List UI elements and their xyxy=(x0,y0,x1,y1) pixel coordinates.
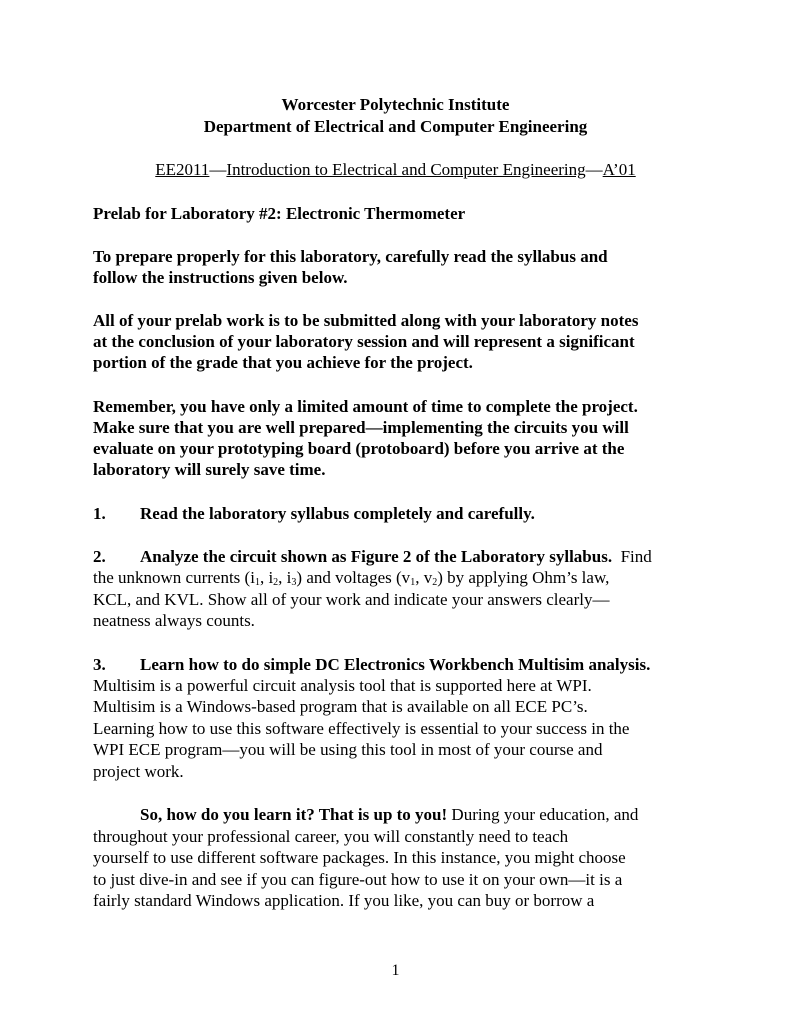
item-2 xyxy=(93,546,652,568)
closing-line: throughout your professional career, you will constantly need to teach xyxy=(93,827,569,846)
item-2-line: neatness always counts. xyxy=(93,611,255,630)
item-number: 1. xyxy=(93,504,106,523)
item-heading: Analyze the circuit shown as Figure 2 of the Laboratory syllabus. xyxy=(140,547,613,566)
subscript: 3 xyxy=(291,577,297,588)
text-run: , v xyxy=(415,568,433,587)
item-3-line: WPI ECE program—you will be using this tool in most of your course and xyxy=(93,740,603,759)
item-3 xyxy=(93,654,650,676)
item-3-line: Learning how to use this software effectively is essential to your success in the xyxy=(93,719,630,738)
course-code: EE2011 xyxy=(155,160,210,179)
item-3-line: Multisim is a Windows-based program that is available on all ECE PC’s. xyxy=(93,697,588,716)
item-3-line: Multisim is a powerful circuit analysis tool that is supported here at WPI. xyxy=(93,676,592,695)
intro-p2-line: at the conclusion of your laboratory session and will represent a significant xyxy=(93,332,635,351)
intro-p2-line: All of your prelab work is to be submitted along with your laboratory notes xyxy=(93,311,639,330)
item-number: 2. xyxy=(93,547,106,566)
closing-line: yourself to use different software packages. In this instance, you might choose xyxy=(93,848,626,867)
course-term: A’01 xyxy=(602,160,636,179)
closing-paragraph xyxy=(93,804,638,826)
intro-p3-line: Remember, you have only a limited amount of time to complete the project. xyxy=(93,397,638,416)
closing-heading: So, how do you learn it? That is up to you! xyxy=(140,805,448,824)
subscript: 1 xyxy=(254,577,260,588)
prelab-title: Prelab for Laboratory #2: Electronic Thermometer xyxy=(93,204,466,223)
item-3-line: project work. xyxy=(93,762,184,781)
intro-p3-line: laboratory will surely save time. xyxy=(93,460,326,479)
item-heading: Learn how to do simple DC Electronics Workbench Multisim analysis. xyxy=(140,655,651,674)
intro-p3-line: Make sure that you are well prepared—implementing the circuits you will xyxy=(93,418,629,437)
text-run: , i xyxy=(259,568,274,587)
item-2-line xyxy=(93,567,609,589)
text-run: , i xyxy=(278,568,292,587)
course-line xyxy=(0,159,791,181)
page-number: 1 xyxy=(391,962,400,979)
subscript: 1 xyxy=(410,577,416,588)
dash: — xyxy=(585,160,603,179)
course-title: Introduction to Electrical and Computer Engineering xyxy=(226,160,586,179)
text-run: ) by applying Ohm’s law, xyxy=(437,568,610,587)
subscript: 2 xyxy=(432,577,438,588)
subscript: 2 xyxy=(273,577,279,588)
text-run: ) and voltages (v xyxy=(296,568,411,587)
item-1 xyxy=(93,503,535,525)
intro-p1-line: To prepare properly for this laboratory, carefully read the syllabus and xyxy=(93,247,608,266)
item-2-line: KCL, and KVL. Show all of your work and indicate your answers clearly— xyxy=(93,590,610,609)
closing-line: fairly standard Windows application. If you like, you can buy or borrow a xyxy=(93,891,595,910)
intro-p3-line: evaluate on your prototyping board (protoboard) before you arrive at the xyxy=(93,439,625,458)
item-text: Read the laboratory syllabus completely and carefully. xyxy=(140,504,535,523)
department-heading: Department of Electrical and Computer Engineering xyxy=(203,117,588,136)
dash: — xyxy=(209,160,227,179)
closing-text: During your education, and xyxy=(447,805,639,824)
item-text: Find xyxy=(620,547,652,566)
text-run: the unknown currents (i xyxy=(93,568,255,587)
institution-heading: Worcester Polytechnic Institute xyxy=(281,95,510,114)
closing-line: to just dive-in and see if you can figure-out how to use it on your own—it is a xyxy=(93,870,623,889)
intro-p2-line: portion of the grade that you achieve for the project. xyxy=(93,353,473,372)
item-number: 3. xyxy=(93,655,106,674)
intro-p1-line: follow the instructions given below. xyxy=(93,268,348,287)
